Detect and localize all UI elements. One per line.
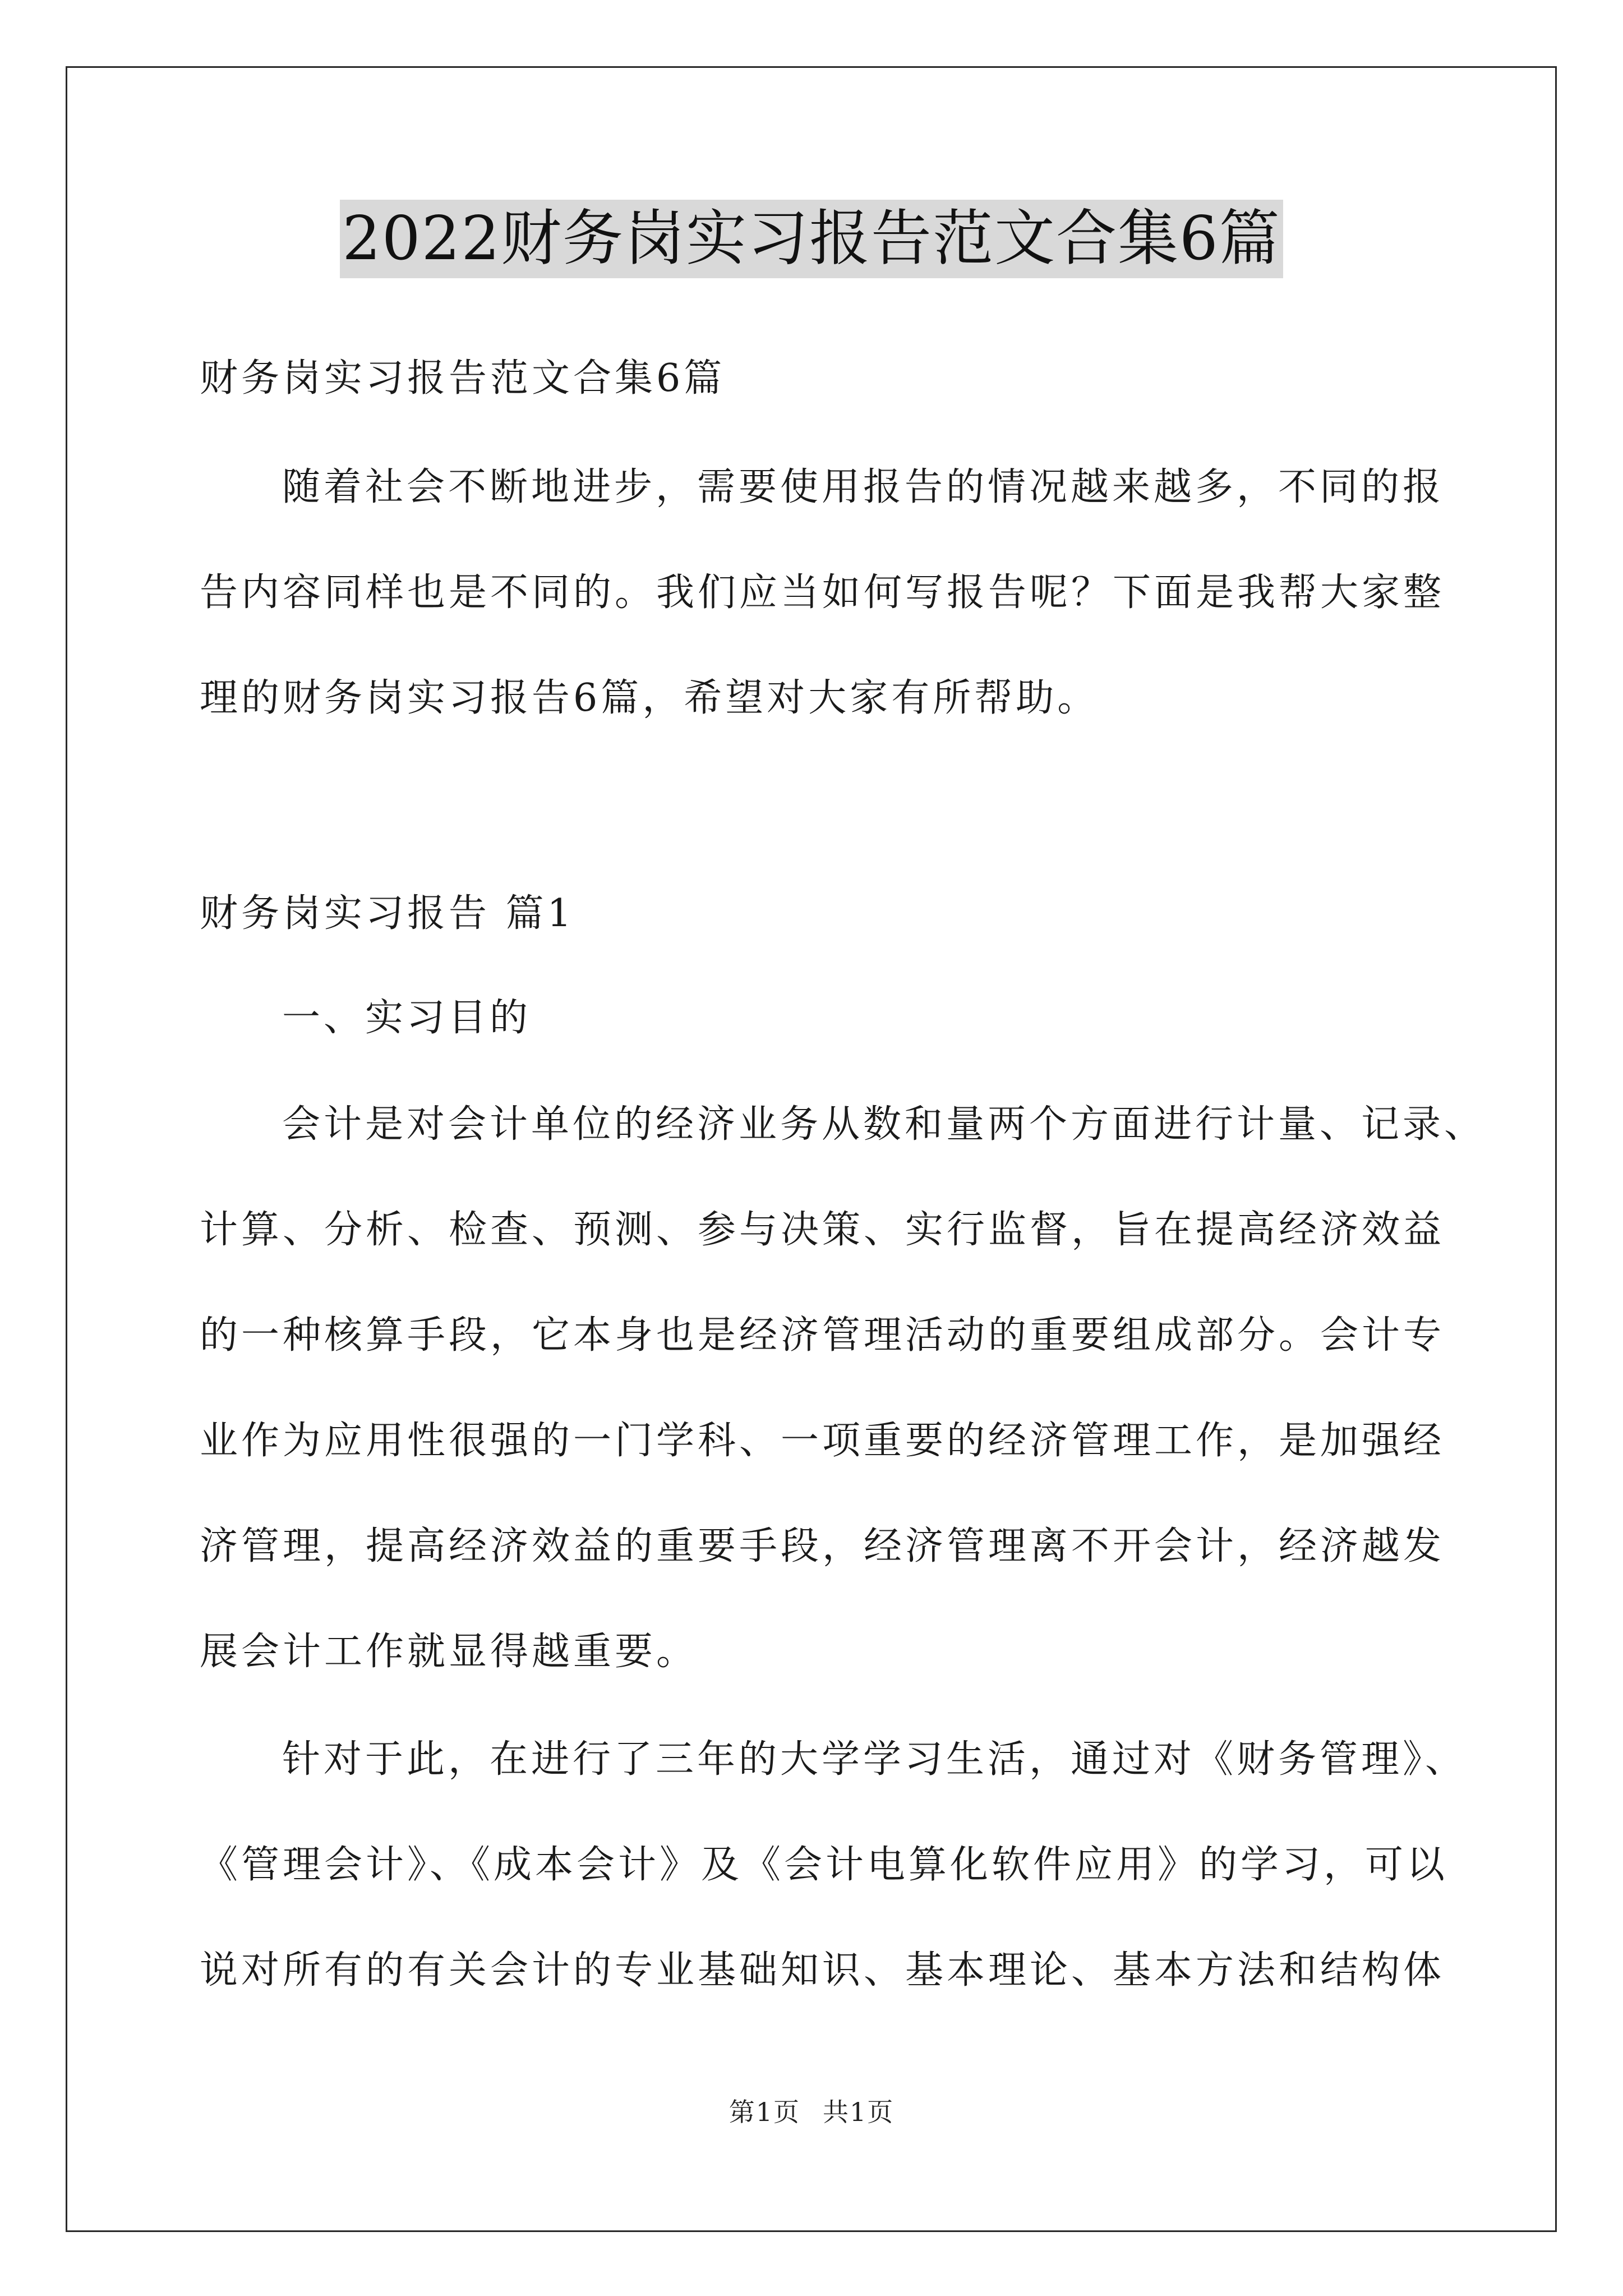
para1-line-4: 业作为应用性很强的一门学科、一项重要的经济管理工作，是加强经 <box>200 1419 1445 1463</box>
para2-line-1: 针对于此，在进行了三年的大学学习生活，通过对《财务管理》、 <box>282 1737 1467 1782</box>
para1-line-2: 计算、分析、检查、预测、参与决策、实行监督，旨在提高经济效益 <box>200 1208 1445 1252</box>
para1-line-5: 济管理，提高经济效益的重要手段，经济管理离不开会计，经济越发 <box>200 1524 1445 1568</box>
title-container <box>0 200 1623 278</box>
page-total: 共1页 <box>823 2097 895 2127</box>
para1-line-6: 展会计工作就显得越重要。 <box>200 1630 698 1674</box>
page-number: 第1页 <box>728 2097 800 2127</box>
para2-line-2: 《管理会计》、《成本会计》及《会计电算化软件应用》的学习，可以 <box>200 1843 1449 1887</box>
para1-line-3: 的一种核算手段，它本身也是经济管理活动的重要组成部分。会计专 <box>200 1313 1445 1358</box>
document-title: 2022财务岗实习报告范文合集6篇 <box>340 200 1283 278</box>
section-heading: 财务岗实习报告 篇1 <box>200 891 575 936</box>
document-subtitle: 财务岗实习报告范文合集6篇 <box>200 356 726 401</box>
sub-heading: 一、实习目的 <box>282 996 532 1040</box>
intro-line-1: 随着社会不断地进步，需要使用报告的情况越来越多，不同的报 <box>282 465 1445 509</box>
intro-line-3: 理的财务岗实习报告6篇，希望对大家有所帮助。 <box>200 676 1099 720</box>
intro-line-2: 告内容同样也是不同的。我们应当如何写报告呢？下面是我帮大家整 <box>200 570 1445 615</box>
page-footer <box>0 2095 1623 2129</box>
para2-line-3: 说对所有的有关会计的专业基础知识、基本理论、基本方法和结构体 <box>200 1948 1445 1993</box>
para1-line-1: 会计是对会计单位的经济业务从数和量两个方面进行计量、记录、 <box>282 1102 1486 1147</box>
